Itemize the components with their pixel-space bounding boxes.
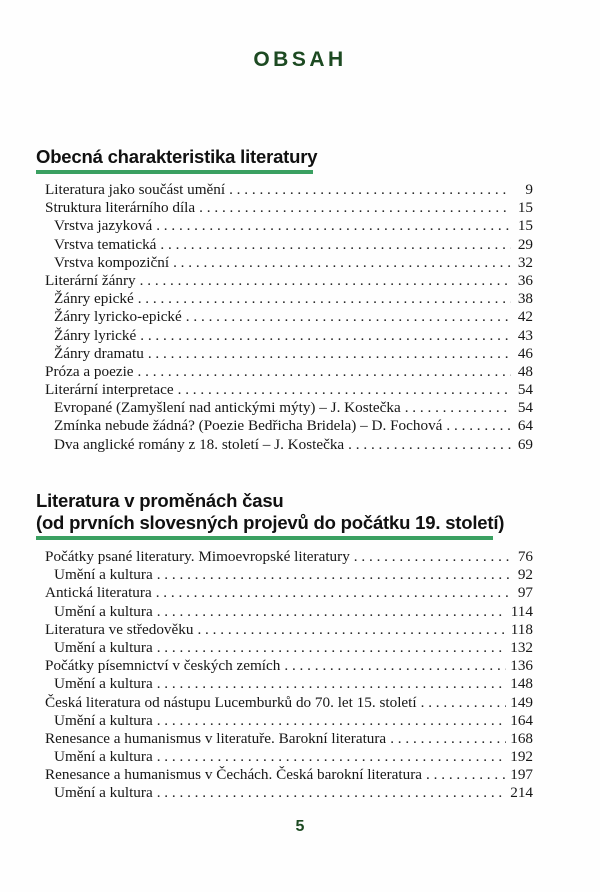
toc-entry-page: 168 bbox=[510, 729, 533, 747]
dot-leader bbox=[284, 657, 506, 675]
dot-leader bbox=[405, 399, 511, 417]
dot-leader bbox=[229, 181, 511, 199]
dot-leader bbox=[390, 730, 506, 748]
toc-entry-page: 29 bbox=[517, 235, 533, 253]
toc-entry[interactable] bbox=[45, 217, 533, 235]
dot-leader bbox=[354, 548, 511, 566]
toc-entry-label: Antická literatura bbox=[45, 584, 152, 602]
toc-entry-page: 46 bbox=[517, 344, 533, 362]
dot-leader bbox=[186, 308, 511, 326]
toc-entry[interactable] bbox=[45, 308, 533, 326]
toc-entry-label: Literární interpretace bbox=[45, 381, 174, 399]
toc-entry-page: 192 bbox=[510, 748, 533, 766]
toc-entry-label: Počátky písemnictví v českých zemích bbox=[45, 657, 281, 675]
page-number: 5 bbox=[295, 818, 305, 835]
toc-entry[interactable] bbox=[45, 566, 533, 584]
toc-entry-page: 164 bbox=[510, 711, 533, 729]
section-heading-general bbox=[36, 146, 317, 168]
toc-entry[interactable] bbox=[45, 436, 533, 454]
toc-entry[interactable] bbox=[45, 603, 533, 621]
toc-entry-label: Zmínka nebude žádná? (Poezie Bedřicha Bridela) – D. Fochová bbox=[54, 417, 443, 435]
toc-entry[interactable] bbox=[45, 657, 533, 675]
section-rule bbox=[36, 170, 313, 174]
dot-leader bbox=[138, 363, 511, 381]
toc-entry-label: Umění a kultura bbox=[54, 602, 153, 620]
section-rule bbox=[36, 536, 493, 540]
dot-leader bbox=[197, 621, 506, 639]
toc-entry-page: 76 bbox=[517, 548, 533, 565]
dot-leader bbox=[156, 217, 511, 235]
toc-entry-page: 54 bbox=[517, 381, 533, 399]
toc-entry-label: Umění a kultura bbox=[54, 638, 153, 656]
page-title: OBSAH bbox=[253, 48, 347, 71]
toc-entry[interactable] bbox=[45, 272, 533, 290]
toc-entry[interactable] bbox=[45, 327, 533, 345]
toc-entry-label: Evropané (Zamyšlení nad antickými mýty) – J. Kostečka bbox=[54, 399, 401, 417]
toc-entry-page: 9 bbox=[525, 181, 533, 198]
toc-entry-label: Literatura ve středověku bbox=[45, 620, 194, 638]
toc-entry-page: 149 bbox=[510, 693, 533, 711]
toc-entry-page: 43 bbox=[517, 326, 533, 344]
section-heading-line: (od prvních slovesných projevů do počátku 19. století) bbox=[36, 512, 505, 533]
toc-entry-label: Struktura literárního díla bbox=[45, 199, 196, 217]
toc-entry-page: 48 bbox=[517, 362, 533, 380]
toc-entry[interactable] bbox=[45, 199, 533, 217]
dot-leader bbox=[140, 272, 511, 290]
toc-entry-page: 69 bbox=[517, 435, 533, 453]
dot-leader bbox=[426, 766, 506, 784]
toc-list-general bbox=[45, 181, 533, 454]
toc-entry[interactable] bbox=[45, 730, 533, 748]
dot-leader bbox=[156, 584, 511, 602]
toc-entry[interactable] bbox=[45, 675, 533, 693]
section-heading-line: Obecná charakteristika literatury bbox=[36, 146, 318, 167]
section-heading-history bbox=[36, 490, 504, 534]
dot-leader bbox=[348, 436, 511, 454]
toc-entry[interactable] bbox=[45, 399, 533, 417]
toc-entry[interactable] bbox=[45, 181, 533, 199]
toc-entry-page: 15 bbox=[517, 199, 533, 217]
toc-entry[interactable] bbox=[45, 381, 533, 399]
toc-entry[interactable] bbox=[45, 748, 533, 766]
toc-entry-label: Renesance a humanismus v literatuře. Barokní literatura bbox=[45, 729, 387, 747]
toc-entry[interactable] bbox=[45, 236, 533, 254]
toc-entry-label: Umění a kultura bbox=[54, 748, 153, 766]
toc-entry-page: 64 bbox=[517, 417, 533, 435]
toc-entry-page: 42 bbox=[517, 308, 533, 326]
toc-entry-page: 118 bbox=[510, 620, 533, 638]
toc-entry-page: 38 bbox=[517, 290, 533, 308]
dot-leader bbox=[140, 327, 511, 345]
toc-entry-label: Česká literatura od nástupu Lucemburků do 70. let 15. století bbox=[45, 693, 417, 711]
toc-entry[interactable] bbox=[45, 712, 533, 730]
toc-entry-page: 136 bbox=[510, 657, 533, 675]
toc-entry-label: Renesance a humanismus v Čechách. Česká barokní literatura bbox=[45, 766, 423, 784]
dot-leader bbox=[157, 784, 507, 802]
toc-entry-label: Umění a kultura bbox=[54, 784, 153, 802]
dot-leader bbox=[138, 290, 511, 308]
dot-leader bbox=[160, 236, 511, 254]
toc-entry-label: Žánry epické bbox=[54, 290, 134, 308]
toc-list-history bbox=[45, 548, 533, 803]
toc-entry-label: Umění a kultura bbox=[54, 675, 153, 693]
toc-entry-page: 214 bbox=[510, 784, 533, 802]
toc-entry-label: Literární žánry bbox=[45, 271, 136, 289]
toc-entry[interactable] bbox=[45, 694, 533, 712]
section-heading-line: Literatura v proměnách času bbox=[36, 490, 284, 511]
dot-leader bbox=[173, 254, 511, 272]
dot-leader bbox=[157, 748, 507, 766]
toc-entry[interactable] bbox=[45, 345, 533, 363]
dot-leader bbox=[421, 694, 507, 712]
dot-leader bbox=[157, 675, 507, 693]
toc-entry-page: 148 bbox=[510, 675, 533, 693]
toc-entry-label: Žánry lyrické bbox=[54, 326, 137, 344]
toc-entry[interactable] bbox=[45, 548, 533, 566]
toc-entry-label: Počátky psané literatury. Mimoevropské literatury bbox=[45, 548, 350, 565]
dot-leader bbox=[157, 639, 507, 657]
toc-entry-page: 97 bbox=[517, 584, 533, 602]
dot-leader bbox=[157, 712, 507, 730]
toc-entry-page: 15 bbox=[517, 217, 533, 235]
toc-entry-label: Umění a kultura bbox=[54, 711, 153, 729]
toc-entry[interactable] bbox=[45, 584, 533, 602]
toc-entry-page: 132 bbox=[510, 638, 533, 656]
toc-entry-label: Literatura jako součást umění bbox=[45, 181, 226, 198]
toc-entry-label: Umění a kultura bbox=[54, 566, 153, 584]
toc-entry-page: 197 bbox=[510, 766, 533, 784]
toc-entry[interactable] bbox=[45, 784, 533, 802]
dot-leader bbox=[148, 345, 511, 363]
toc-entry[interactable] bbox=[45, 766, 533, 784]
toc-entry[interactable] bbox=[45, 621, 533, 639]
toc-entry-page: 114 bbox=[510, 602, 533, 620]
toc-entry[interactable] bbox=[45, 254, 533, 272]
toc-entry[interactable] bbox=[45, 363, 533, 381]
toc-entry[interactable] bbox=[45, 290, 533, 308]
toc-entry[interactable] bbox=[45, 639, 533, 657]
toc-entry-label: Vrstva kompoziční bbox=[54, 253, 170, 271]
dot-leader bbox=[157, 603, 507, 621]
toc-entry-label: Vrstva tematická bbox=[54, 235, 157, 253]
dot-leader bbox=[157, 566, 511, 584]
toc-entry-label: Dva anglické romány z 18. století – J. Kostečka bbox=[54, 435, 345, 453]
toc-entry[interactable] bbox=[45, 417, 533, 435]
toc-entry-label: Žánry lyricko-epické bbox=[54, 308, 182, 326]
toc-entry-label: Próza a poezie bbox=[45, 362, 134, 380]
toc-entry-page: 36 bbox=[517, 271, 533, 289]
dot-leader bbox=[178, 381, 511, 399]
toc-entry-page: 32 bbox=[517, 253, 533, 271]
toc-entry-label: Vrstva jazyková bbox=[54, 217, 153, 235]
dot-leader bbox=[199, 199, 511, 217]
dot-leader bbox=[446, 417, 511, 435]
toc-entry-page: 54 bbox=[517, 399, 533, 417]
toc-entry-page: 92 bbox=[517, 566, 533, 584]
toc-entry-label: Žánry dramatu bbox=[54, 344, 144, 362]
